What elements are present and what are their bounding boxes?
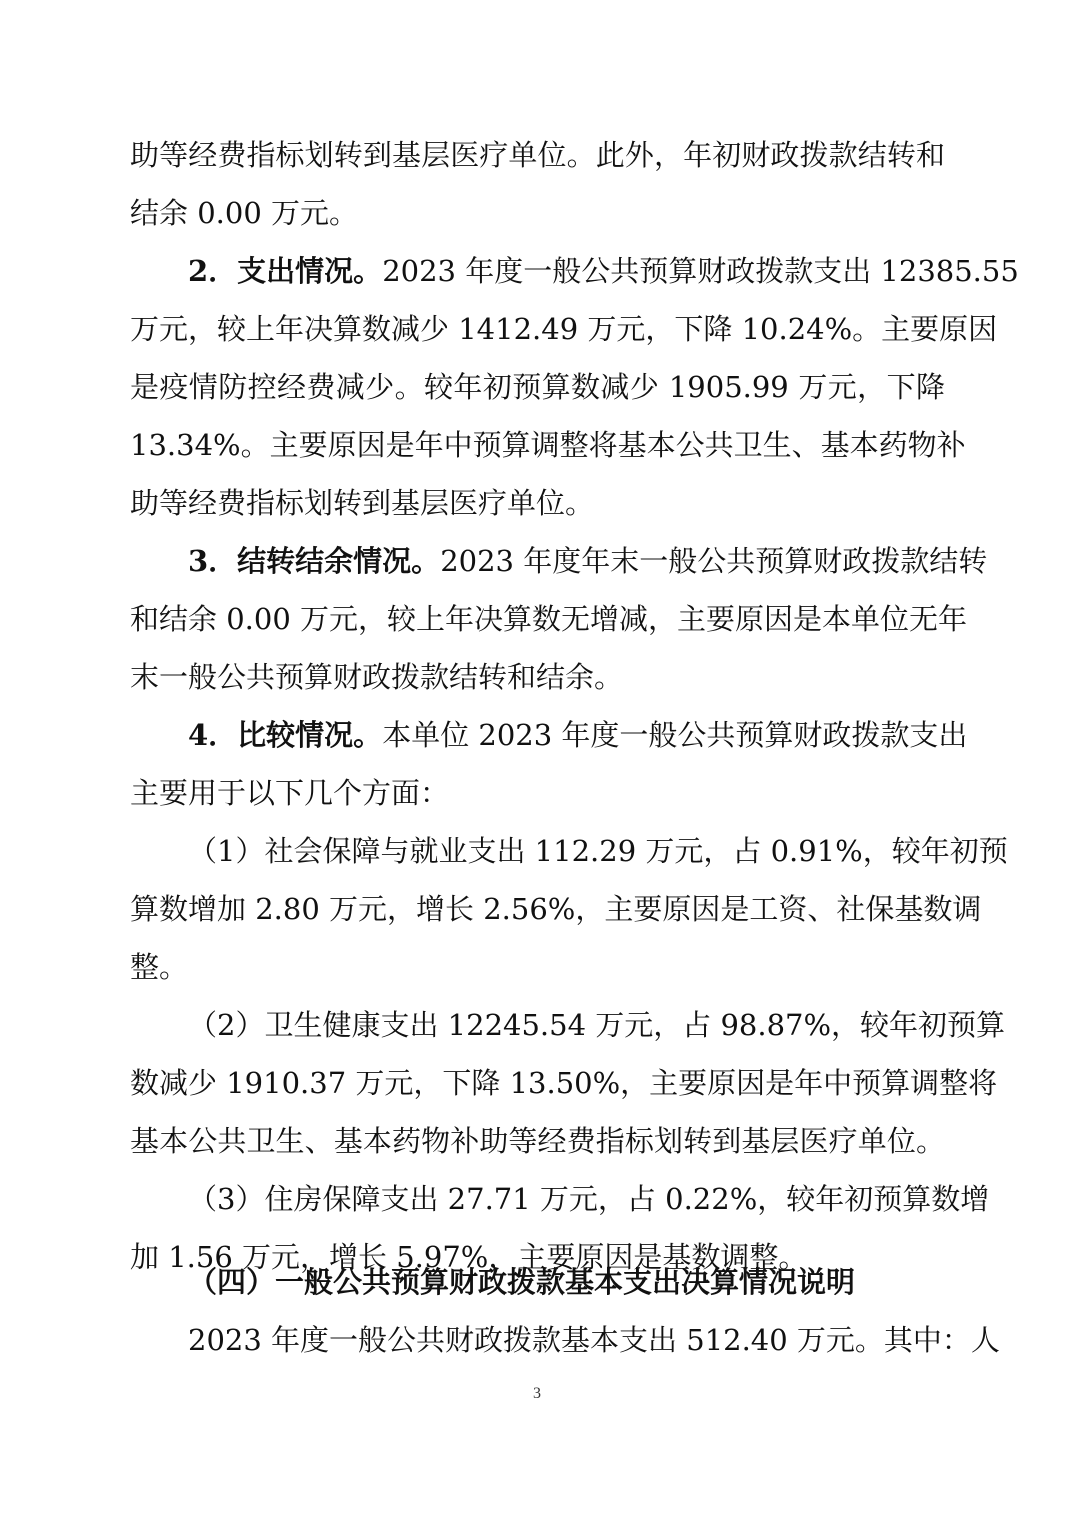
body-line: 结余 0.00 万元。 <box>130 196 359 230</box>
section-4-text: 本单位 2023 年度一般公共预算财政拨款支出 <box>382 718 968 752</box>
body-line: 加 1.56 万元，增长 5.97%，主要原因是基数调整。 <box>130 1240 808 1274</box>
section-2-first-line <box>188 251 1019 291</box>
body-line: 基本公共卫生、基本药物补助等经费指标划转到基层医疗单位。 <box>130 1124 945 1158</box>
section-3-label: 3．结转结余情况。 <box>188 544 441 578</box>
body-line: 整。 <box>130 950 189 984</box>
body-line: 助等经费指标划转到基层医疗单位。此外，年初财政拨款结转和 <box>130 138 945 172</box>
section-2-text: 2023 年度一般公共预算财政拨款支出 12385.55 <box>382 254 1019 288</box>
list-item-3: （3）住房保障支出 27.71 万元，占 0.22%，较年初预算数增 <box>188 1182 990 1216</box>
section-4-label: 4．比较情况。 <box>188 718 383 752</box>
body-line: 算数增加 2.80 万元，增长 2.56%，主要原因是工资、社保基数调 <box>130 892 982 926</box>
list-item-2: （2）卫生健康支出 12245.54 万元，占 98.87%，较年初预算 <box>188 1008 1006 1042</box>
body-line: 万元，较上年决算数减少 1412.49 万元，下降 10.24%。主要原因 <box>130 312 998 346</box>
section-3-text: 2023 年度年末一般公共预算财政拨款结转 <box>440 544 988 578</box>
page-number: 3 <box>533 1385 541 1402</box>
body-line: 2023 年度一般公共财政拨款基本支出 512.40 万元。其中：人 <box>188 1323 1000 1357</box>
section-2-label: 2．支出情况。 <box>188 254 383 288</box>
section-3-first-line <box>188 541 988 581</box>
body-line: 13.34%。主要原因是年中预算调整将基本公共卫生、基本药物补 <box>130 428 966 462</box>
list-item-1: （1）社会保障与就业支出 112.29 万元，占 0.91%，较年初预 <box>188 834 1008 868</box>
body-line: 助等经费指标划转到基层医疗单位。 <box>130 486 595 520</box>
body-line: 和结余 0.00 万元，较上年决算数无增减，主要原因是本单位无年 <box>130 602 968 636</box>
body-line: 是疫情防控经费减少。较年初预算数减少 1905.99 万元，下降 <box>130 370 945 404</box>
body-line: 数减少 1910.37 万元，下降 13.50%，主要原因是年中预算调整将 <box>130 1066 998 1100</box>
body-line: 主要用于以下几个方面： <box>130 776 450 810</box>
section-heading: （四）一般公共预算财政拨款基本支出决算情况说明 <box>188 1265 856 1299</box>
body-line: 末一般公共预算财政拨款结转和结余。 <box>130 660 624 694</box>
section-4-first-line <box>188 715 968 755</box>
